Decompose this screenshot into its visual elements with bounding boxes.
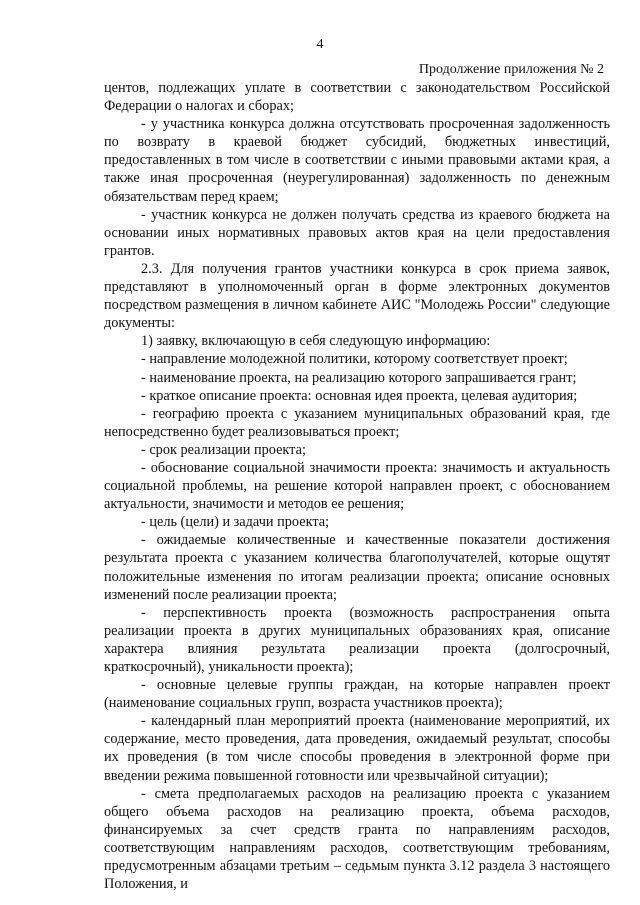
paragraph: 1) заявку, включающую в себя следующую информацию: (141, 333, 491, 350)
list-item: - основные целевые группы граждан, на которые направлен проект (наименование социальных групп, возраста участников проекта); (104, 677, 610, 712)
document-body (104, 79, 610, 893)
paragraph-continuation: центов, подлежащих уплате в соответствии с законодательством Российской Федерации о налогах и сборах; (104, 80, 610, 115)
list-item: - перспективность проекта (возможность распространения опыта реализации проекта в других муниципальных образованиях края, описание характера влияния результата реализации проекта (долгосрочный, краткосрочный), уникальности проекта); (104, 604, 610, 675)
list-item: - срок реализации проекта; (141, 441, 306, 458)
list-item: - наименование проекта, на реализацию которого запрашивается грант; (141, 369, 577, 386)
list-item: - смета предполагаемых расходов на реализацию проекта с указанием общего объема расходов на реализацию проекта, объема расходов, финансируемых за счет средств гранта по направлениям расходов, соответствующим направлениям расходов, соответствующим требованиям, предусмотренным абзацами третьим – седьмым пункта 3.12 раздела 3 настоящего Положения, и (104, 785, 610, 893)
page-number: 4 (316, 37, 324, 52)
paragraph: - у участника конкурса должна отсутствовать просроченная задолженность по возврату в краевой бюджет субсидий, бюджетных инвестиций, предоставленных в том числе в соответствии с иными правовыми актами края, а также иная просроченная (неурегулированная) задолженность по денежным обязательствам перед краем; (104, 116, 610, 205)
list-item: - обоснование социальной значимости проекта: значимость и актуальность социальной проблемы, на решение которой направлен проект, с обоснованием актуальности, значимости и методов ее решения; (104, 459, 610, 513)
appendix-continuation-label: Продолжение приложения № 2 (418, 62, 604, 77)
list-item: - ожидаемые количественные и качественные показатели достижения результата проекта с указанием количества благополучателей, которые ощутят положительные изменения по итогам реализации проекта; описание основных изменений после реализации проекта; (104, 532, 610, 603)
list-item: - краткое описание проекта: основная идея проекта, целевая аудитория; (141, 387, 578, 404)
list-item: - географию проекта с указанием муниципальных образований края, где непосредственно будет реализовываться проект; (104, 405, 610, 440)
list-item: - направление молодежной политики, которому соответствует проект; (141, 351, 568, 368)
paragraph: 2.3. Для получения грантов участники конкурса в срок приема заявок, представляют в уполномоченный орган в форме электронных документов посредством размещения в личном кабинете АИС "Молодежь России" следующие документы: (104, 260, 610, 332)
paragraph: - участник конкурса не должен получать средства из краевого бюджета на основании иных нормативных правовых актов края на цели предоставления грантов. (104, 206, 610, 259)
list-item: - календарный план мероприятий проекта (наименование мероприятий, их содержание, место проведения, дата проведения, ожидаемый результат, способы их проведения (в том числе способы проведения в электронной форме при введении режима повышенной готовности или чрезвычайной ситуации); (104, 713, 610, 784)
list-item: - цель (цели) и задачи проекта; (141, 514, 330, 531)
